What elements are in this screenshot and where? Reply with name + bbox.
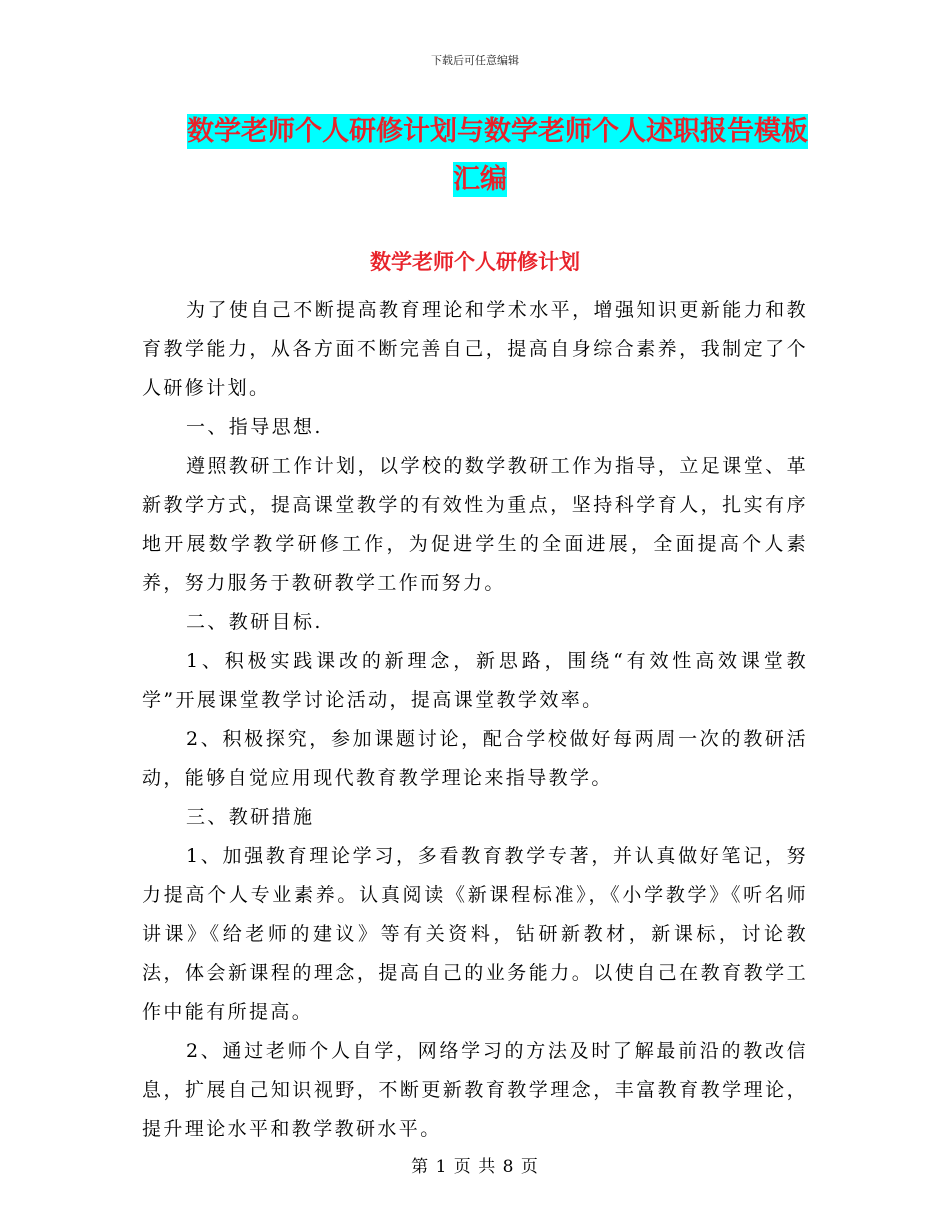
document-body bbox=[142, 291, 808, 1149]
section-title: 数学老师个人研修计划 bbox=[370, 250, 580, 274]
paragraph-intro: 为了使自己不断提高教育理论和学术水平，增强知识更新能力和教育教学能力，从各方面不断完善自己，提高自身综合素养，我制定了个人研修计划。 bbox=[142, 299, 808, 399]
header-note: 下载后可任意编辑 bbox=[431, 54, 519, 67]
document-title bbox=[140, 108, 808, 204]
heading-research-goals: 二、教研目标. bbox=[186, 611, 323, 633]
paragraph-goal-2: 2、积极探究，参加课题讨论，配合学校做好每两周一次的教研活动，能够自觉应用现代教育教学理论来指导教学。 bbox=[142, 728, 808, 789]
paragraph-guiding-ideology: 遵照教研工作计划，以学校的数学教研工作为指导，立足课堂、革新教学方式，提高课堂教学的有效性为重点，坚持科学育人，扎实有序地开展数学教学研修工作，为促进学生的全面进展，全面提高个人素养，努力服务于教研教学工作而努力。 bbox=[142, 455, 808, 594]
document-title-line-1: 数学老师个人研修计划与数学老师个人述职报告模板 bbox=[187, 116, 808, 147]
document-title-line-2: 汇编 bbox=[453, 164, 507, 195]
heading-guiding-ideology: 一、指导思想. bbox=[186, 416, 323, 438]
page-footer: 第 1 页 共 8 页 bbox=[411, 1157, 539, 1177]
paragraph-goal-1: 1、积极实践课改的新理念，新思路，围绕“有效性高效课堂教学”开展课堂教学讨论活动，提高课堂教学效率。 bbox=[142, 650, 808, 711]
paragraph-measure-2: 2、通过老师个人自学，网络学习的方法及时了解最前沿的教改信息，扩展自己知识视野，不断更新教育教学理念，丰富教育教学理论，提升理论水平和教学教研水平。 bbox=[142, 1040, 808, 1140]
paragraph-measure-1: 1、加强教育理论学习，多看教育教学专著，并认真做好笔记，努力提高个人专业素养。认真阅读《新课程标准》，《小学教学》《听名师讲课》《给老师的建议》等有关资料，钻研新教材，新课标，讨论教法，体会新课程的理念，提高自己的业务能力。以使自己在教育教学工作中能有所提高。 bbox=[142, 845, 808, 1023]
heading-research-measures: 三、教研措施 bbox=[186, 806, 315, 828]
